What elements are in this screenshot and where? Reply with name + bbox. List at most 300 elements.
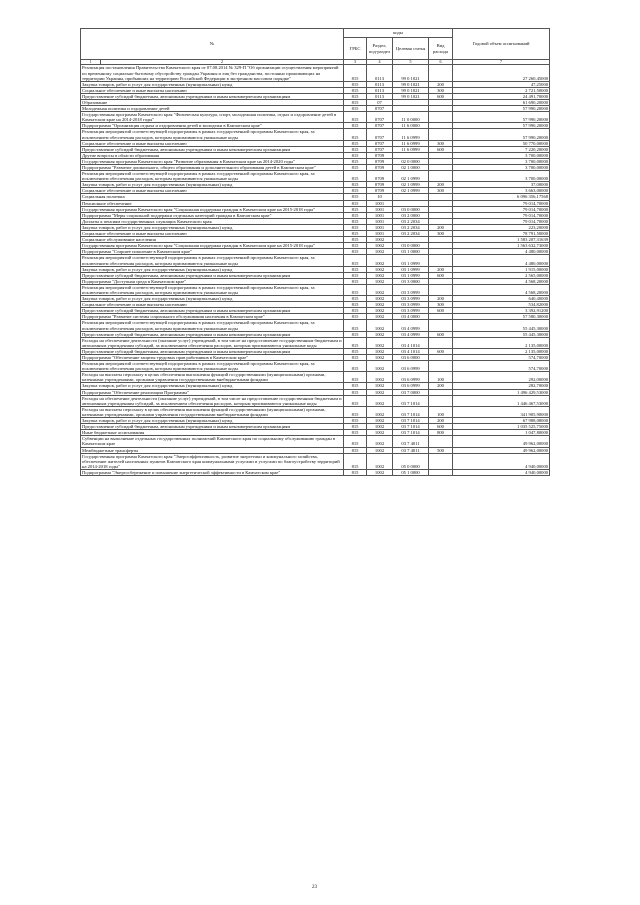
row-amount: 67 988,08000 [453, 418, 550, 424]
row-amount: 4 940,00000 [453, 469, 550, 475]
header-section: Раздел, под-раздел [367, 38, 393, 60]
row-name: Предоставление субсидий бюджетным, автономным учреждениям и иным некоммерческим организациям [81, 424, 344, 430]
row-grbs: 815 [344, 243, 367, 249]
row-name: Иные бюджетные ассигнования [81, 430, 344, 436]
row-section: 1002 [367, 337, 393, 348]
row-grbs: 815 [344, 418, 367, 424]
row-amount: 4 940,00000 [453, 453, 550, 469]
row-exp-type [429, 453, 453, 469]
row-section: 1002 [367, 272, 393, 278]
row-section: 1002 [367, 406, 393, 417]
row-target: 03 6 0999 [393, 372, 429, 383]
row-amount: 57 990,20000 [453, 112, 550, 123]
row-name: Пенсионное обеспечение [81, 200, 344, 206]
row-section: 10 [367, 194, 393, 200]
row-target: 03 7 1014 [393, 424, 429, 430]
row-grbs: 815 [344, 469, 367, 475]
row-name: Реализация мероприятий соответствующей подпрограммы в рамках государственной программы Камчатского края, за исключением обеспечения расходов, которым присваиваются уникальные коды [81, 361, 344, 372]
row-target: 99 0 1021 [393, 65, 429, 81]
row-amount: 55 445,30000 [453, 331, 550, 337]
row-grbs: 815 [344, 218, 367, 224]
row-section: 1002 [367, 296, 393, 302]
row-grbs: 815 [344, 302, 367, 308]
budget-table [80, 28, 550, 476]
row-name: Подпрограмма "Обеспечение защиты трудовых прав работников в Камчатском крае" [81, 355, 344, 361]
row-grbs: 815 [344, 372, 367, 383]
row-exp-type [429, 112, 453, 123]
row-grbs: 815 [344, 395, 367, 406]
row-target: 03 4 1014 [393, 337, 429, 348]
row-grbs: 815 [344, 140, 367, 146]
row-section: 0707 [367, 129, 393, 140]
row-amount: 2 721,50000 [453, 87, 550, 93]
row-section: 1002 [367, 418, 393, 424]
row-grbs: 815 [344, 146, 367, 152]
index-cell: 2 [101, 60, 344, 65]
row-grbs: 815 [344, 272, 367, 278]
table-row [81, 171, 550, 182]
row-section: 1002 [367, 389, 393, 395]
row-name: Подпрограмма "Обеспечение реализации Программы" [81, 389, 344, 395]
row-section: 1002 [367, 249, 393, 255]
row-section: 0707 [367, 112, 393, 123]
row-name: Закупка товаров, работ и услуг для государственных (муниципальных) нужд [81, 266, 344, 272]
row-grbs: 815 [344, 81, 367, 87]
row-section: 1002 [367, 308, 393, 314]
row-amount: 3 392,91200 [453, 308, 550, 314]
row-name: Предоставление субсидий бюджетным, автономным учреждениям и иным некоммерческим организациям [81, 146, 344, 152]
row-grbs: 815 [344, 348, 367, 354]
row-target: 03 6 0999 [393, 383, 429, 389]
row-exp-type [429, 129, 453, 140]
row-name: Предоставление субсидий бюджетным, автономным учреждениям и иным некоммерческим организациям [81, 308, 344, 314]
table-row [81, 255, 550, 266]
row-name: Предоставление субсидий бюджетным, автономным учреждениям и иным некоммерческим организациям [81, 348, 344, 354]
row-name: Реализация постановления Правительства Камчатского края от 07.08.2014 № 329-П "Об организации осуществления мероприятий по временному социально-бытовому обустройству граждан Украины и лиц без гражданства, постоянно проживающих на территории Украины, прибывших на территорию Российской Федерации в экстренном массовом порядке" [81, 65, 344, 81]
row-name: Молодежная политика и оздоровление детей [81, 106, 344, 112]
row-amount: 3 663,00000 [453, 188, 550, 194]
row-name: Расходы на выплаты персоналу в целях обеспечения выполнения функций государственными (муниципальными) органами, казенными учреждениями, органами управления государственными внебюджетными фондами [81, 372, 344, 383]
header-exp-type: Вид расхода [429, 38, 453, 60]
row-grbs: 815 [344, 158, 367, 164]
row-grbs: 815 [344, 447, 367, 453]
index-cell: 5 [393, 60, 429, 65]
row-name: Социальное обеспечение и иные выплаты населению [81, 302, 344, 308]
table-row [81, 284, 550, 295]
row-grbs: 815 [344, 320, 367, 331]
row-grbs: 815 [344, 212, 367, 218]
row-amount: 4 568,20000 [453, 284, 550, 295]
row-section: 1002 [367, 469, 393, 475]
index-cell: 7 [453, 60, 550, 65]
row-amount: 27 260,45000 [453, 65, 550, 81]
row-amount: 57 990,20000 [453, 129, 550, 140]
row-target: 03 4 0999 [393, 320, 429, 331]
row-section: 0113 [367, 65, 393, 81]
row-grbs: 815 [344, 171, 367, 182]
row-section: 0707 [367, 106, 393, 112]
row-target: 99 0 1021 [393, 87, 429, 93]
row-section: 1002 [367, 348, 393, 354]
row-section: 1002 [367, 447, 393, 453]
row-section: 0709 [367, 152, 393, 158]
row-grbs: 815 [344, 361, 367, 372]
row-amount: 4 568,20000 [453, 278, 550, 284]
row-grbs: 815 [344, 389, 367, 395]
row-amount: 57 990,20000 [453, 106, 550, 112]
row-amount: 4 480,00000 [453, 255, 550, 266]
row-section: 07 [367, 99, 393, 105]
row-exp-type [429, 255, 453, 266]
row-grbs: 815 [344, 206, 367, 212]
row-target: 03 3 0999 [393, 284, 429, 295]
row-name: Подпрограмма "Доступная среда в Камчатском крае" [81, 278, 344, 284]
row-exp-type: 600 [429, 331, 453, 337]
index-cell: 6 [429, 60, 453, 65]
row-grbs: 815 [344, 337, 367, 348]
row-target: 03 1 0999 [393, 266, 429, 272]
row-target: 02 1 0999 [393, 171, 429, 182]
row-target: 03 1 0999 [393, 255, 429, 266]
row-grbs: 815 [344, 296, 367, 302]
row-amount: 3 700,00000 [453, 158, 550, 164]
row-section: 0709 [367, 158, 393, 164]
row-name: Закупка товаров, работ и услуг для государственных (муниципальных) нужд [81, 182, 344, 188]
row-amount: 1 035 525,75000 [453, 424, 550, 430]
row-exp-type: 100 [429, 406, 453, 417]
row-grbs: 815 [344, 436, 367, 447]
table-row [81, 453, 550, 469]
row-exp-type: 300 [429, 302, 453, 308]
row-name: Подпрограмма "Развитие системы социального обслуживания населения в Камчатском крае" [81, 314, 344, 320]
row-target: 11 6 0999 [393, 146, 429, 152]
row-amount: 1 563 632,73000 [453, 243, 550, 249]
row-amount: 223,20000 [453, 224, 550, 230]
row-name: Закупка товаров, работ и услуг для государственных (муниципальных) нужд [81, 224, 344, 230]
row-name: Доплаты к пенсиям государственных служащих Камчатского края [81, 218, 344, 224]
row-target: 03 3 0999 [393, 296, 429, 302]
header-num: № [81, 29, 344, 60]
row-exp-type: 200 [429, 418, 453, 424]
row-target: 03 4 1014 [393, 348, 429, 354]
row-amount: 1 047,80000 [453, 430, 550, 436]
row-amount: 47,25000 [453, 81, 550, 87]
row-target: 03 2 2034 [393, 218, 429, 224]
page-number: 23 [312, 885, 317, 890]
row-section: 1002 [367, 355, 393, 361]
row-target: 02 1 0999 [393, 182, 429, 188]
row-grbs: 815 [344, 112, 367, 123]
row-amount: 640,40000 [453, 296, 550, 302]
row-section: 1002 [367, 424, 393, 430]
row-amount: 2 135,00000 [453, 348, 550, 354]
row-target: 11 6 0999 [393, 140, 429, 146]
row-grbs: 815 [344, 430, 367, 436]
row-amount: 292,00000 [453, 372, 550, 383]
row-amount: 79 014,70000 [453, 212, 550, 218]
row-name: Закупка товаров, работ и услуг для государственных (муниципальных) нужд [81, 383, 344, 389]
table-row [81, 65, 550, 81]
row-amount: 6 096 356,17568 [453, 194, 550, 200]
row-section: 1002 [367, 383, 393, 389]
row-amount: 1 915,00000 [453, 266, 550, 272]
row-grbs: 815 [344, 129, 367, 140]
row-section: 1002 [367, 331, 393, 337]
row-grbs: 815 [344, 200, 367, 206]
index-cell: 1 [81, 60, 101, 65]
row-target: 03 4 0000 [393, 314, 429, 320]
row-amount: 1 496 429,53000 [453, 389, 550, 395]
row-target: 03 2 2034 [393, 231, 429, 237]
row-name: Социальное обеспечение и иные выплаты населению [81, 87, 344, 93]
table-row [81, 112, 550, 123]
row-section: 1002 [367, 255, 393, 266]
row-section: 0709 [367, 182, 393, 188]
row-target: 03 2 0000 [393, 212, 429, 218]
row-exp-type [429, 469, 453, 475]
row-grbs: 815 [344, 231, 367, 237]
row-target: 03 7 0000 [393, 389, 429, 395]
table-row [81, 406, 550, 417]
row-name: Предоставление субсидий бюджетным, автономным учреждениям и иным некоммерческим организациям [81, 272, 344, 278]
row-exp-type: 200 [429, 81, 453, 87]
row-name: Социальная политика [81, 194, 344, 200]
budget-page [80, 28, 549, 890]
row-amount: 49 962,00000 [453, 436, 550, 447]
row-section: 1002 [367, 395, 393, 406]
row-exp-type: 800 [429, 430, 453, 436]
row-target: 03 6 0000 [393, 355, 429, 361]
row-name: Закупка товаров, работ и услуг для государственных (муниципальных) нужд [81, 81, 344, 87]
table-row [81, 320, 550, 331]
header-target: Целевая статья [393, 38, 429, 60]
row-exp-type [429, 171, 453, 182]
row-grbs: 815 [344, 188, 367, 194]
row-target: 03 3 0999 [393, 308, 429, 314]
row-target: 02 0 0000 [393, 158, 429, 164]
row-section: 1001 [367, 224, 393, 230]
row-grbs: 815 [344, 331, 367, 337]
row-name: Реализация мероприятий соответствующей подпрограммы в рамках государственной программы Камчатского края, за исключением обеспечения расходов, которым присваиваются уникальные коды [81, 255, 344, 266]
row-grbs: 815 [344, 237, 367, 243]
row-grbs: 815 [344, 424, 367, 430]
row-exp-type: 300 [429, 87, 453, 93]
row-amount: 79 014,70000 [453, 218, 550, 224]
row-grbs: 815 [344, 182, 367, 188]
row-name: Реализация мероприятий соответствующей подпрограммы в рамках государственной программы Камчатского края, за исключением обеспечения расходов, которым присваиваются уникальные коды [81, 320, 344, 331]
row-exp-type: 300 [429, 231, 453, 237]
row-section: 1002 [367, 284, 393, 295]
table-header [81, 29, 550, 65]
row-section: 1002 [367, 266, 393, 272]
row-grbs: 815 [344, 278, 367, 284]
row-target: 05 1 0000 [393, 469, 429, 475]
row-section: 1002 [367, 278, 393, 284]
row-grbs: 815 [344, 106, 367, 112]
row-name: Субвенции на выполнение отдельных государственных полномочий Камчатского края по социальному обслуживанию граждан в Камчатском крае [81, 436, 344, 447]
row-section: 0709 [367, 171, 393, 182]
table-row [81, 372, 550, 383]
row-exp-type: 200 [429, 224, 453, 230]
header-grbs: ГРБС [344, 38, 367, 60]
row-grbs: 815 [344, 314, 367, 320]
row-amount: 49 962,00000 [453, 447, 550, 453]
row-target: 03 7 4011 [393, 436, 429, 447]
row-exp-type: 200 [429, 266, 453, 272]
row-amount: 7 220,20000 [453, 146, 550, 152]
row-exp-type: 200 [429, 383, 453, 389]
row-target: 03 0 0000 [393, 206, 429, 212]
row-target: 11 6 0000 [393, 123, 429, 129]
row-name: Реализация мероприятий соответствующей подпрограммы в рамках государственной программы Камчатского края, за исключением обеспечения расходов, которым присваиваются уникальные коды [81, 129, 344, 140]
row-target: 03 7 4011 [393, 447, 429, 453]
row-name: Государственная программа Камчатского края "Энергоэффективность, развитие энергетики и коммунального хозяйства, обеспечение жителей населенных пунктов Камчатского края коммунальными услугами и услугами по благоустройству территорий на 2014-2018 годы" [81, 453, 344, 469]
row-section: 0113 [367, 81, 393, 87]
row-name: Подпрограмма "Меры социальной поддержки отдельных категорий граждан в Камчатском крае" [81, 212, 344, 218]
row-grbs: 815 [344, 249, 367, 255]
row-grbs: 815 [344, 266, 367, 272]
row-grbs: 815 [344, 308, 367, 314]
row-exp-type [429, 284, 453, 295]
row-grbs: 815 [344, 224, 367, 230]
index-cell: 3 [344, 60, 367, 65]
row-exp-type [429, 436, 453, 447]
row-target: 99 0 1021 [393, 93, 429, 99]
row-name: Другие вопросы в области образования [81, 152, 344, 158]
row-target: 03 1 0000 [393, 249, 429, 255]
row-amount: 2 565,00000 [453, 272, 550, 278]
row-exp-type: 600 [429, 272, 453, 278]
row-amount: 79 014,70000 [453, 206, 550, 212]
row-amount: 78 791,50000 [453, 231, 550, 237]
row-target: 03 0 0000 [393, 243, 429, 249]
table-row [81, 361, 550, 372]
row-target: 03 1 0999 [393, 272, 429, 278]
row-name: Закупка товаров, работ и услуг для государственных (муниципальных) нужд [81, 418, 344, 424]
row-exp-type [429, 337, 453, 348]
table-row [81, 436, 550, 447]
row-grbs: 815 [344, 383, 367, 389]
row-exp-type: 600 [429, 93, 453, 99]
row-grbs: 815 [344, 87, 367, 93]
row-exp-type [429, 361, 453, 372]
table-row [81, 337, 550, 348]
row-grbs: 815 [344, 99, 367, 105]
row-amount: 1 583 207,31639 [453, 237, 550, 243]
row-target: 03 4 0999 [393, 331, 429, 337]
row-section: 0707 [367, 140, 393, 146]
row-section: 0707 [367, 146, 393, 152]
row-exp-type: 600 [429, 348, 453, 354]
row-target: 03 3 0999 [393, 302, 429, 308]
row-name: Подпрограмма "Старшее поколение в Камчатском крае" [81, 249, 344, 255]
row-exp-type: 300 [429, 140, 453, 146]
row-amount: 534,82000 [453, 302, 550, 308]
row-exp-type: 200 [429, 296, 453, 302]
row-amount: 3 700,00000 [453, 165, 550, 171]
row-target: 99 0 1021 [393, 81, 429, 87]
header-codes: коды [344, 29, 453, 38]
row-name: Государственная программа Камчатского края "Социальная поддержка граждан в Камчатском крае на 2015-2018 годы" [81, 206, 344, 212]
row-section: 1001 [367, 212, 393, 218]
row-amount: 57 580,30000 [453, 314, 550, 320]
row-section: 0113 [367, 87, 393, 93]
row-amount: 574,70000 [453, 361, 550, 372]
row-amount: 79 014,70000 [453, 200, 550, 206]
row-amount: 61 690,20000 [453, 99, 550, 105]
row-section: 1001 [367, 231, 393, 237]
row-section: 1002 [367, 372, 393, 383]
row-section: 1001 [367, 200, 393, 206]
row-target: 03 7 1014 [393, 418, 429, 424]
row-amount: 24 491,70000 [453, 93, 550, 99]
row-grbs: 815 [344, 194, 367, 200]
row-grbs: 815 [344, 255, 367, 266]
index-cell: 4 [367, 60, 393, 65]
row-grbs: 815 [344, 453, 367, 469]
row-amount: 282,70000 [453, 383, 550, 389]
row-grbs: 815 [344, 165, 367, 171]
row-amount: 341 905,90000 [453, 406, 550, 417]
row-name: Социальное обеспечение и иные выплаты населению [81, 188, 344, 194]
row-grbs: 815 [344, 284, 367, 295]
row-exp-type: 300 [429, 188, 453, 194]
row-target: 03 7 1014 [393, 430, 429, 436]
row-section: 1002 [367, 430, 393, 436]
row-section: 1002 [367, 243, 393, 249]
row-name: Социальное обеспечение и иные выплаты населению [81, 140, 344, 146]
row-name: Расходы на обеспечение деятельности (оказание услуг) учреждений, в том числе на предоставление государственным бюджетным и автономным учреждениям субсидий, за исключением обеспечения расходов, которым присваиваются уникальные коды [82, 395, 342, 406]
row-section: 0707 [367, 123, 393, 129]
row-amount: 55 445,30000 [453, 320, 550, 331]
row-section: 1002 [367, 436, 393, 447]
table-row [81, 469, 550, 475]
table-row [81, 129, 550, 140]
row-exp-type: 100 [429, 372, 453, 383]
row-amount: 1 446 467,53000 [453, 395, 550, 406]
header-amount: Годовой объем ассигнований [453, 29, 550, 60]
row-amount: 3 700,00000 [453, 152, 550, 158]
row-amount: 574,70000 [453, 355, 550, 361]
row-section: 1002 [367, 302, 393, 308]
row-amount: 50 770,00000 [453, 140, 550, 146]
row-exp-type: 200 [429, 182, 453, 188]
row-section: 1002 [367, 361, 393, 372]
row-name: Реализация мероприятий соответствующей подпрограммы в рамках государственной программы Камчатского края, за исключением обеспечения расходов, которым присваиваются уникальные коды [81, 284, 344, 295]
row-target: 03 3 0000 [393, 278, 429, 284]
row-section: 1002 [367, 453, 393, 469]
table-body [81, 65, 550, 476]
row-name: Межбюджетные трансферты [81, 447, 344, 453]
row-target: 03 7 1014 [393, 395, 429, 406]
table-row [81, 395, 550, 406]
row-target: 11 6 0999 [393, 129, 429, 140]
row-name: Образование [81, 99, 344, 105]
row-name: Подпрограмма "Энергосбережение и повышение энергетической эффективности в Камчатском крае" [81, 469, 344, 475]
row-amount: 57 990,20000 [453, 123, 550, 129]
row-grbs: 815 [344, 355, 367, 361]
row-exp-type [429, 395, 453, 406]
row-exp-type [429, 65, 453, 81]
row-target: 02 1 0000 [393, 165, 429, 171]
row-exp-type: 500 [429, 447, 453, 453]
row-name: Подпрограмма "Организация отдыха и оздоровления детей и молодежи в Камчатском крае" [81, 123, 344, 129]
row-section: 1001 [367, 206, 393, 212]
row-name: Расходы на обеспечение деятельности (оказание услуг) учреждений, в том числе на предоставление государственным бюджетным и автономным учреждениям субсидий, за исключением обеспечения расходов, которым присваиваются уникальные коды [82, 337, 342, 348]
row-target: 03 6 0999 [393, 361, 429, 372]
row-name: Предоставление субсидий бюджетным, автономным учреждениям и иным некоммерческим организациям [81, 331, 344, 337]
row-name: Государственная программа Камчатского края "Физическая культура, спорт, молодежная политика, отдых и оздоровление детей в Камчатском крае на 2014-2018 годы" [81, 112, 344, 123]
